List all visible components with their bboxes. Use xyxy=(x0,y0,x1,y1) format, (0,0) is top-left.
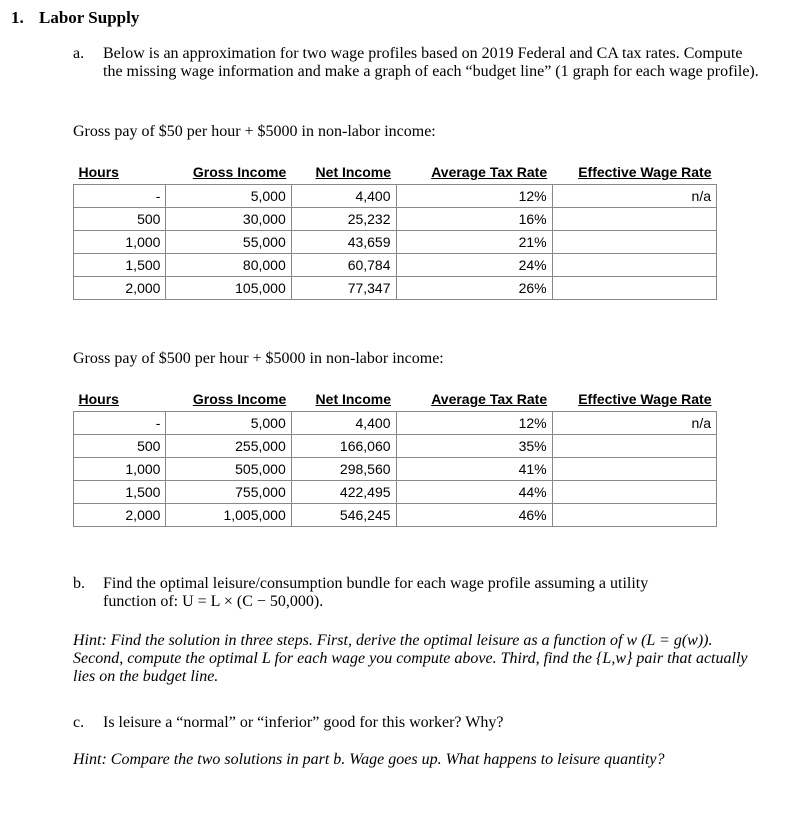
cell-hours: 2,000 xyxy=(74,504,166,527)
cell-average-tax-rate: 46% xyxy=(396,504,552,527)
cell-average-tax-rate: 24% xyxy=(396,254,552,277)
table-row xyxy=(74,412,717,435)
table-row xyxy=(74,481,717,504)
part-b-text xyxy=(103,575,763,611)
cell-net-income: 4,400 xyxy=(291,185,396,208)
cell-gross-income: 505,000 xyxy=(166,458,291,481)
header-hours: Hours xyxy=(78,391,119,407)
cell-hours: 1,000 xyxy=(74,458,166,481)
part-c-hint: Hint: Compare the two solutions in part b. Wage goes up. What happens to leisure quantity? xyxy=(73,751,665,768)
table-row xyxy=(74,231,717,254)
table2-intro: Gross pay of $500 per hour + $5000 in non-labor income: xyxy=(73,350,444,367)
cell-net-income: 77,347 xyxy=(291,277,396,300)
cell-average-tax-rate: 41% xyxy=(396,458,552,481)
cell-hours: 1,500 xyxy=(74,254,166,277)
cell-average-tax-rate: 35% xyxy=(396,435,552,458)
wage-table-50 xyxy=(73,160,717,300)
cell-effective-wage-rate[interactable] xyxy=(552,504,716,527)
cell-effective-wage-rate[interactable] xyxy=(552,481,716,504)
cell-hours: 500 xyxy=(74,208,166,231)
cell-net-income: 298,560 xyxy=(291,458,396,481)
table1-intro: Gross pay of $50 per hour + $5000 in non-labor income: xyxy=(73,123,436,140)
cell-net-income: 546,245 xyxy=(291,504,396,527)
cell-average-tax-rate: 12% xyxy=(396,185,552,208)
cell-average-tax-rate: 44% xyxy=(396,481,552,504)
part-a-label: a. xyxy=(73,45,85,62)
cell-net-income: 43,659 xyxy=(291,231,396,254)
header-net-income: Net Income xyxy=(315,164,392,180)
cell-hours: 1,500 xyxy=(74,481,166,504)
cell-average-tax-rate: 21% xyxy=(396,231,552,254)
cell-effective-wage-rate[interactable] xyxy=(552,254,716,277)
cell-average-tax-rate: 12% xyxy=(396,412,552,435)
cell-hours: - xyxy=(74,412,166,435)
table-header-row xyxy=(74,387,717,412)
header-effective-wage-rate: Effective Wage Rate xyxy=(578,164,712,180)
cell-net-income: 166,060 xyxy=(291,435,396,458)
header-effective-wage-rate: Effective Wage Rate xyxy=(578,391,712,407)
header-net-income: Net Income xyxy=(315,391,392,407)
cell-average-tax-rate: 16% xyxy=(396,208,552,231)
cell-gross-income: 5,000 xyxy=(166,185,291,208)
cell-net-income: 60,784 xyxy=(291,254,396,277)
cell-net-income: 422,495 xyxy=(291,481,396,504)
cell-hours: 500 xyxy=(74,435,166,458)
cell-net-income: 25,232 xyxy=(291,208,396,231)
header-hours: Hours xyxy=(78,164,119,180)
part-c-text: Is leisure a “normal” or “inferior” good for this worker? Why? xyxy=(103,714,504,731)
cell-gross-income: 1,005,000 xyxy=(166,504,291,527)
table-row xyxy=(74,254,717,277)
cell-gross-income: 30,000 xyxy=(166,208,291,231)
cell-gross-income: 55,000 xyxy=(166,231,291,254)
table-row xyxy=(74,504,717,527)
cell-average-tax-rate: 26% xyxy=(396,277,552,300)
cell-gross-income: 80,000 xyxy=(166,254,291,277)
cell-gross-income: 105,000 xyxy=(166,277,291,300)
cell-gross-income: 755,000 xyxy=(166,481,291,504)
cell-effective-wage-rate: n/a xyxy=(552,185,716,208)
section-title: Labor Supply xyxy=(39,8,140,27)
table-row xyxy=(74,208,717,231)
wage-table-500 xyxy=(73,387,717,527)
cell-hours: 2,000 xyxy=(74,277,166,300)
cell-hours: 1,000 xyxy=(74,231,166,254)
table-row xyxy=(74,185,717,208)
cell-effective-wage-rate[interactable] xyxy=(552,277,716,300)
header-average-tax-rate: Average Tax Rate xyxy=(431,391,548,407)
header-gross-income: Gross Income xyxy=(192,164,287,180)
cell-net-income: 4,400 xyxy=(291,412,396,435)
cell-effective-wage-rate[interactable] xyxy=(552,208,716,231)
section-number: 1. xyxy=(11,8,24,27)
cell-gross-income: 255,000 xyxy=(166,435,291,458)
part-b-text-line2: function of: U = L × (C − 50,000). xyxy=(103,593,324,610)
table-row xyxy=(74,435,717,458)
part-b-text-line1: Find the optimal leisure/consumption bundle for each wage profile assuming a utility xyxy=(103,575,649,592)
cell-effective-wage-rate[interactable] xyxy=(552,458,716,481)
cell-effective-wage-rate[interactable] xyxy=(552,231,716,254)
header-gross-income: Gross Income xyxy=(192,391,287,407)
table-header-row xyxy=(74,160,717,185)
cell-effective-wage-rate: n/a xyxy=(552,412,716,435)
table-row xyxy=(74,458,717,481)
header-average-tax-rate: Average Tax Rate xyxy=(431,164,548,180)
cell-hours: - xyxy=(74,185,166,208)
cell-effective-wage-rate[interactable] xyxy=(552,435,716,458)
table-row xyxy=(74,277,717,300)
part-b-label: b. xyxy=(73,575,85,592)
section-heading xyxy=(11,8,139,28)
cell-gross-income: 5,000 xyxy=(166,412,291,435)
part-c-label: c. xyxy=(73,714,85,731)
part-a-text: Below is an approximation for two wage profiles based on 2019 Federal and CA tax rates. Compute the missing wage information and make a graph of each “budget line” (1 graph for each wage profile). xyxy=(103,45,759,80)
part-b-hint: Hint: Find the solution in three steps. First, derive the optimal leisure as a function of w (L = g(w)). Second, compute the optimal L for each wage you compute above. Third, find the {L,w} pair that actually lies on the budget line. xyxy=(73,632,748,685)
